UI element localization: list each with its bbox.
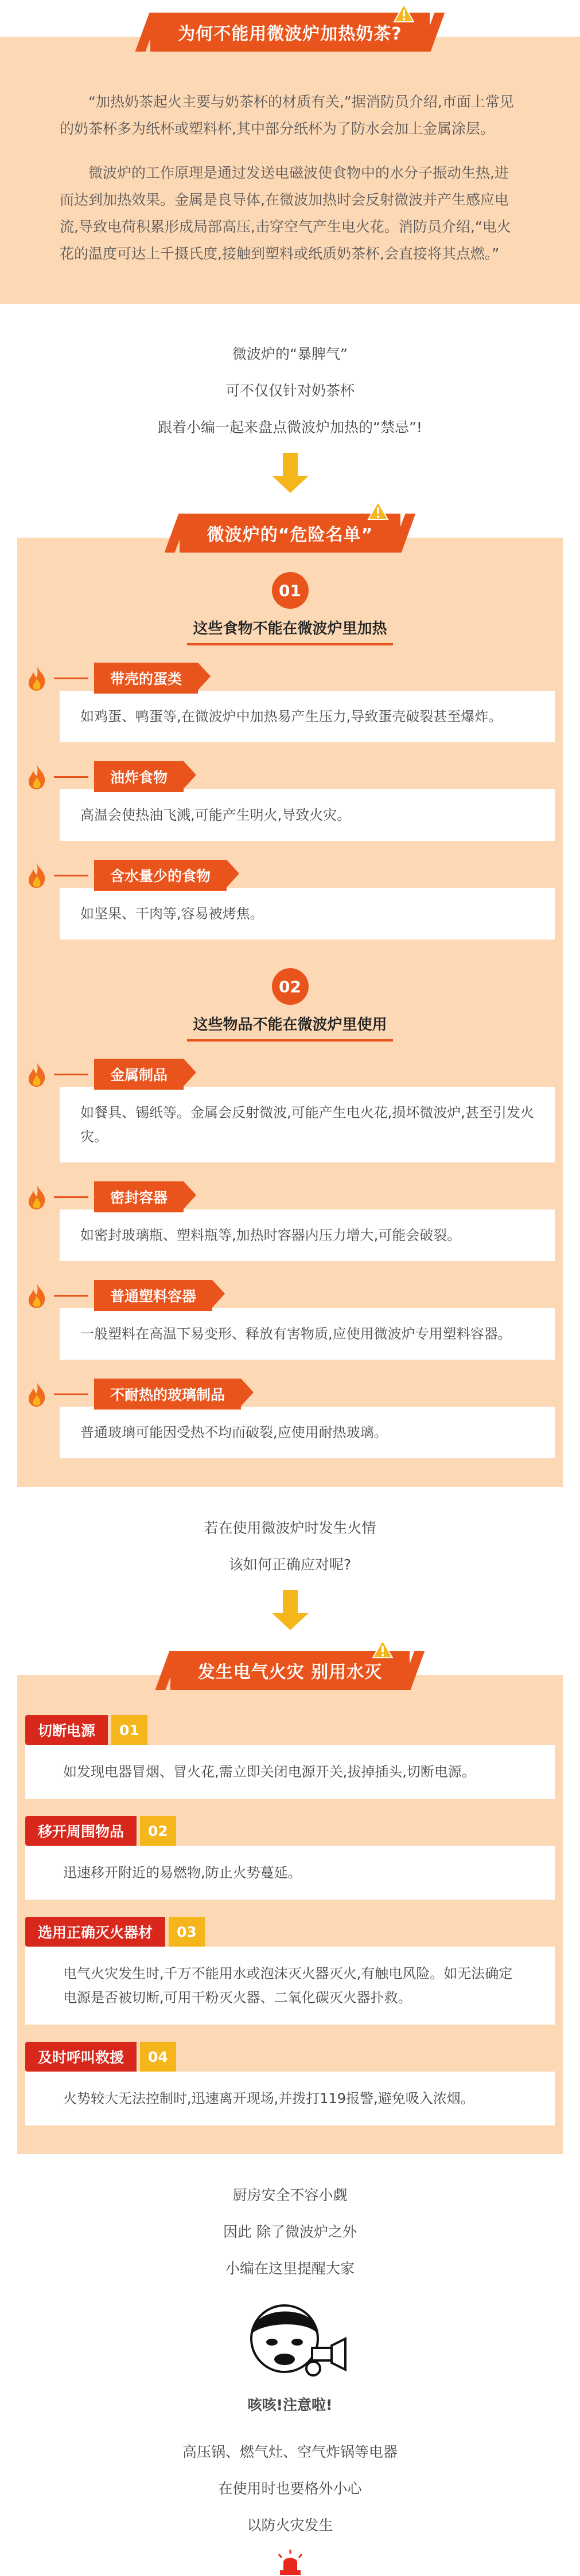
warning-icon	[372, 1639, 394, 1659]
item-text: 普通玻璃可能因受热不均而破裂,应使用耐热玻璃。	[60, 1407, 555, 1458]
step-text: 电气火灾发生时,千万不能用水或泡沫灭火器灭火,有触电风险。如无法确定电源是否被切断,可用干粉灭火器、二氧化碳灭火器扑救。	[25, 1947, 555, 2025]
step-number: 03	[169, 1917, 205, 1947]
step-item	[25, 1816, 555, 1900]
item-tag: 带壳的蛋类	[94, 663, 198, 694]
step-number: 01	[111, 1715, 147, 1745]
question-line-2: 该如何正确应对呢?	[228, 1556, 352, 1573]
alarm-light-icon	[0, 2550, 580, 2576]
step-text: 迅速移开附近的易燃物,防止火势蔓延。	[25, 1846, 555, 1900]
flame-icon	[25, 1184, 48, 1210]
intro-line-1: 微波炉的“暴脾气”	[232, 346, 348, 362]
section1-panel	[0, 37, 580, 304]
step-item	[25, 2042, 555, 2125]
section3-panel	[17, 1675, 563, 2154]
step-number: 02	[140, 1816, 176, 1846]
item-text: 如坚果、干肉等,容易被烤焦。	[60, 888, 555, 939]
flame-icon	[25, 862, 48, 888]
down-arrow-icon	[0, 1590, 580, 1630]
list-item	[25, 762, 555, 841]
outro-line-6: 以防火灾发生	[247, 2517, 333, 2534]
list-item	[25, 860, 555, 939]
step-label: 及时呼叫救援	[25, 2042, 137, 2072]
section2-banner	[0, 514, 580, 553]
warning-icon	[393, 3, 415, 23]
question-line-1: 若在使用微波炉时发生火情	[204, 1520, 376, 1536]
group2-number: 02	[272, 968, 309, 1005]
intro-line-3: 跟着小编一起来盘点微波炉加热的“禁忌”!	[158, 419, 422, 436]
outro-line-2: 因此 除了微波炉之外	[223, 2223, 357, 2240]
flame-icon	[25, 1381, 48, 1407]
list-item	[25, 1182, 555, 1261]
flame-icon	[25, 1282, 48, 1309]
item-text: 如餐具、锡纸等。金属会反射微波,可能产生电火花,损坏微波炉,甚至引发火灾。	[60, 1087, 555, 1162]
item-text: 一般塑料在高温下易变形、释放有害物质,应使用微波炉专用塑料容器。	[60, 1308, 555, 1360]
outro-line-3: 小编在这里提醒大家	[225, 2260, 355, 2277]
section1-title: 为何不能用微波炉加热奶茶?	[150, 13, 429, 52]
intro-line-2: 可不仅仅针对奶茶杯	[225, 382, 355, 399]
section1-paragraph-2: 微波炉的工作原理是通过发送电磁波使食物中的水分子振动生热,进而达到加热效果。金属是良导体,在微波加热时会反射微波并产生感应电流,导致电荷积累形成局部高压,击穿空气产生电火花。消防员介绍,“电火花的温度可达上千摄氏度,接触到塑料或纸质奶茶杯,会直接将其点燃。”	[60, 165, 511, 262]
item-tag: 普通塑料容器	[94, 1280, 212, 1311]
step-item	[25, 1715, 555, 1799]
outro-line-1: 厨房安全不容小觑	[232, 2187, 348, 2203]
meme-caption: 咳咳!注意啦!	[247, 2397, 333, 2413]
item-text: 高温会使热油飞溅,可能产生明火,导致火灾。	[60, 789, 555, 841]
step-text: 火势较大无法控制时,迅速离开现场,并拨打119报警,避免吸入浓烟。	[25, 2072, 555, 2125]
warning-icon	[367, 501, 389, 520]
section2-title: 微波炉的“危险名单”	[180, 514, 400, 553]
step-label: 切断电源	[25, 1715, 108, 1745]
step-label: 移开周围物品	[25, 1816, 137, 1846]
section2-panel	[17, 538, 563, 1487]
step-number: 04	[140, 2042, 176, 2072]
group1-heading: 这些食物不能在微波炉里加热	[17, 617, 563, 638]
step-label: 选用正确灭火器材	[25, 1917, 165, 1947]
list-item	[25, 663, 555, 742]
section1-paragraph-1: “加热奶茶起火主要与奶茶杯的材质有关,”据消防员介绍,市面上常见的奶茶杯多为纸杯或塑料杯,其中部分纸杯为了防水会加上金属涂层。	[60, 93, 514, 137]
outro-line-4: 高压锅、燃气灶、空气炸锅等电器	[182, 2444, 398, 2460]
item-tag: 金属制品	[94, 1059, 184, 1090]
meme-face-image	[233, 2293, 348, 2407]
flame-icon	[25, 1061, 48, 1087]
section3-title: 发生电气火灾 别用水灭	[170, 1651, 410, 1690]
step-item	[25, 1917, 555, 2025]
item-tag: 油炸食物	[94, 761, 184, 792]
section1-banner	[0, 13, 580, 52]
group1-number: 01	[272, 572, 309, 609]
down-arrow-icon	[0, 453, 580, 493]
section3-banner	[0, 1651, 580, 1690]
item-tag: 不耐热的玻璃制品	[94, 1379, 241, 1410]
flame-icon	[25, 665, 48, 691]
item-text: 如鸡蛋、鸭蛋等,在微波炉中加热易产生压力,导致蛋壳破裂甚至爆炸。	[60, 691, 555, 742]
step-text: 如发现电器冒烟、冒火花,需立即关闭电源开关,拔掉插头,切断电源。	[25, 1745, 555, 1799]
item-text: 如密封玻璃瓶、塑料瓶等,加热时容器内压力增大,可能会破裂。	[60, 1209, 555, 1261]
group2-heading: 这些物品不能在微波炉里使用	[17, 1013, 563, 1034]
item-tag: 含水量少的食物	[94, 860, 227, 891]
outro-line-5: 在使用时也要格外小心	[218, 2480, 362, 2497]
flame-icon	[25, 764, 48, 790]
list-item	[25, 1281, 555, 1360]
item-tag: 密封容器	[94, 1181, 184, 1212]
list-item	[25, 1379, 555, 1458]
list-item	[25, 1059, 555, 1162]
